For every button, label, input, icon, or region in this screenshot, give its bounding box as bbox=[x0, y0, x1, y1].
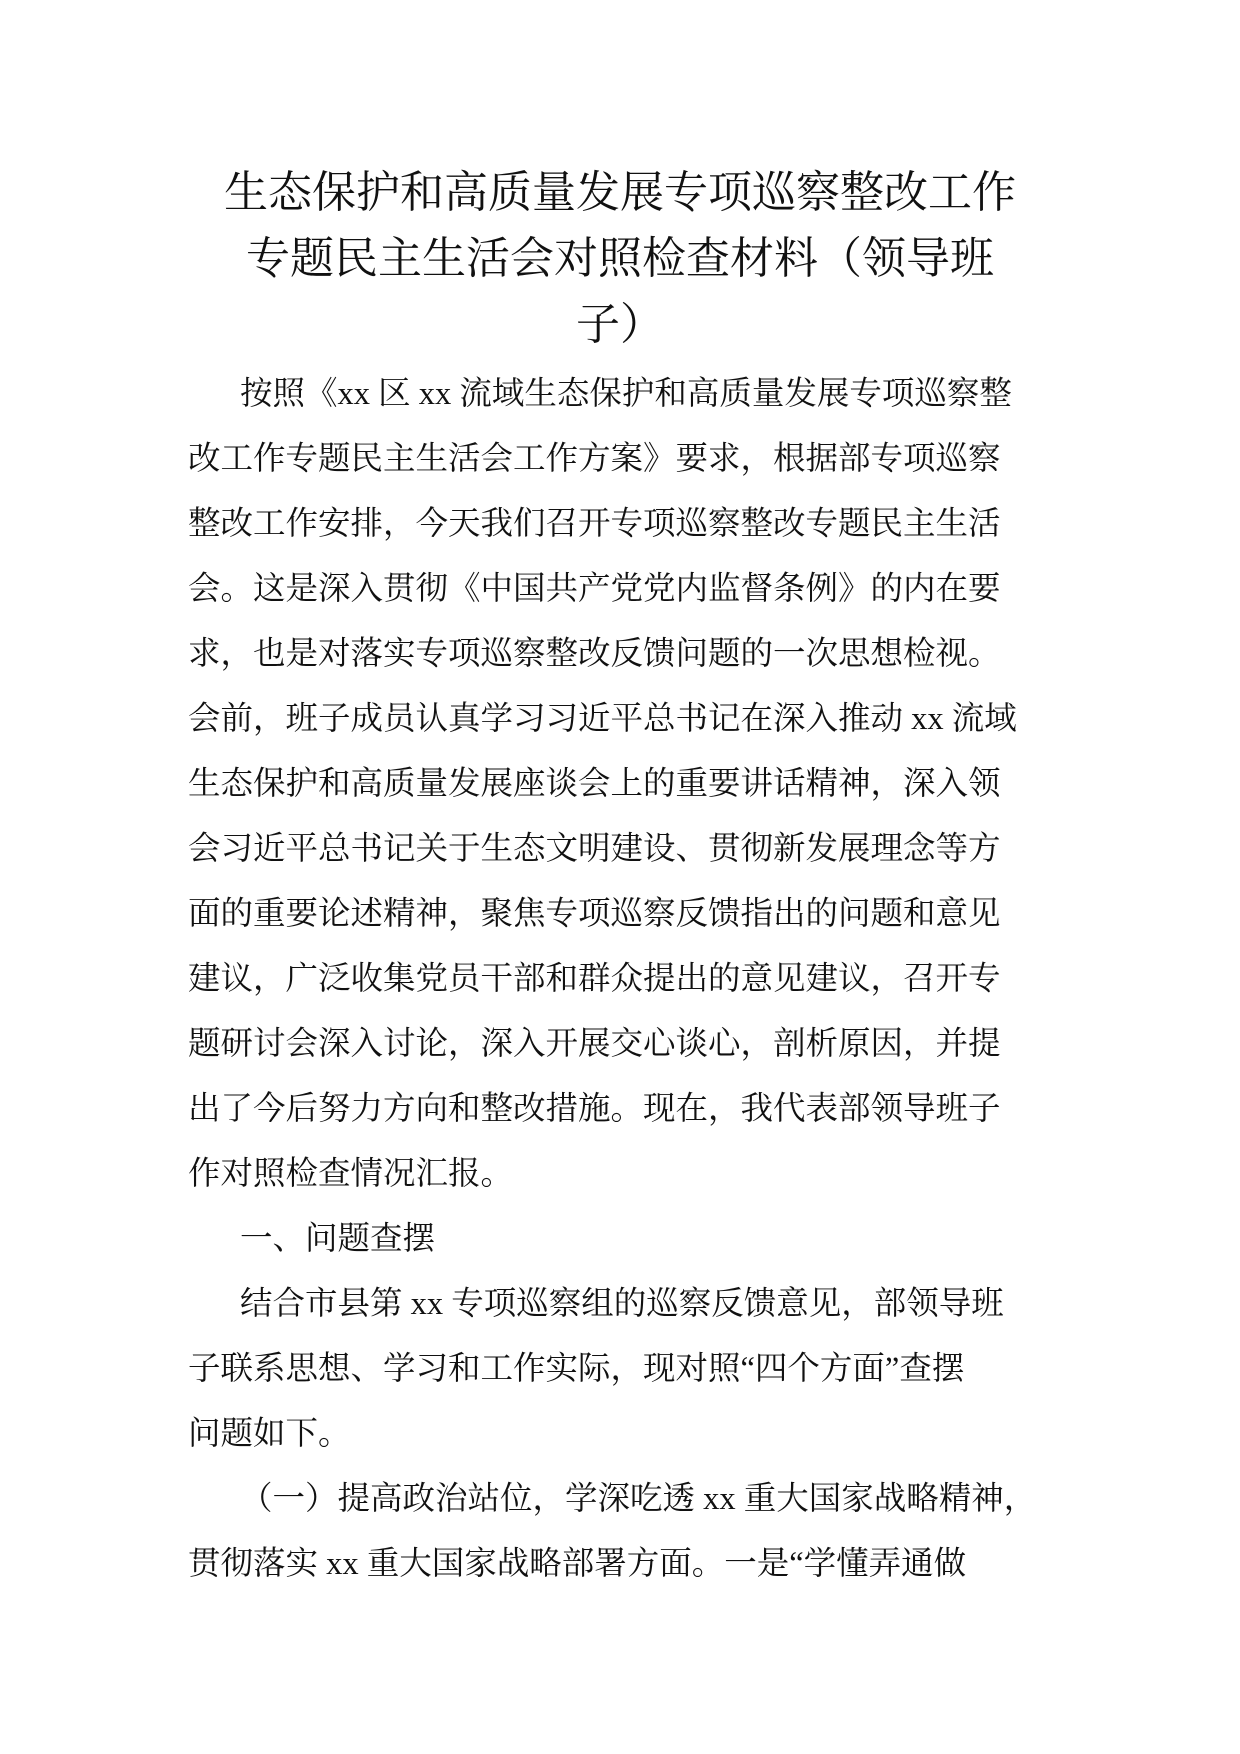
paragraph-subsection-1 bbox=[188, 1467, 1058, 1597]
title-line-2: 专题民主生活会对照检查材料（领导班 bbox=[246, 233, 994, 284]
paragraph-intro bbox=[188, 362, 1058, 1207]
paragraph-section-intro bbox=[188, 1272, 1058, 1467]
paragraph-line: 贯彻落实 xx 重大国家战略部署方面。一是“学懂弄通做 bbox=[188, 1546, 967, 1582]
section-heading: 一、问题查摆 bbox=[240, 1221, 436, 1257]
title-line-1: 生态保护和高质量发展专项巡察整改工作 bbox=[224, 167, 1016, 218]
paragraph-line: 会前，班子成员认真学习习近平总书记在深入推动 xx 流域 bbox=[188, 701, 1017, 737]
paragraph-line: 建议，广泛收集党员干部和群众提出的意见建议，召开专 bbox=[188, 961, 1001, 997]
paragraph-line: 作对照检查情况汇报。 bbox=[188, 1156, 514, 1192]
paragraph-line: 会习近平总书记关于生态文明建设、贯彻新发展理念等方 bbox=[188, 831, 1001, 867]
title-line-3: 子） bbox=[576, 299, 664, 350]
paragraph-line: 题研讨会深入讨论，深入开展交心谈心，剖析原因，并提 bbox=[188, 1026, 1001, 1062]
paragraph-line: 生态保护和高质量发展座谈会上的重要讲话精神，深入领 bbox=[188, 766, 1001, 802]
paragraph-line: 子联系思想、学习和工作实际，现对照“四个方面”查摆 bbox=[188, 1351, 965, 1387]
paragraph-line: 出了今后努力方向和整改措施。现在，我代表部领导班子 bbox=[188, 1091, 1001, 1127]
paragraph-line: 面的重要论述精神，聚焦专项巡察反馈指出的问题和意见 bbox=[188, 896, 1001, 932]
paragraph-line: 改工作专题民主生活会工作方案》要求，根据部专项巡察 bbox=[188, 441, 1001, 477]
document-title bbox=[180, 160, 1060, 358]
paragraph-line: 按照《xx 区 xx 流域生态保护和高质量发展专项巡察整 bbox=[240, 376, 1012, 412]
paragraph-line: （一）提高政治站位，学深吃透 xx 重大国家战略精神， bbox=[240, 1481, 1037, 1517]
paragraph-line: 问题如下。 bbox=[188, 1416, 351, 1452]
document-body bbox=[188, 362, 1058, 1597]
paragraph-line: 整改工作安排，今天我们召开专项巡察整改专题民主生活 bbox=[188, 506, 1001, 542]
paragraph-line: 求，也是对落实专项巡察整改反馈问题的一次思想检视。 bbox=[188, 636, 1001, 672]
paragraph-line: 会。这是深入贯彻《中国共产党党内监督条例》的内在要 bbox=[188, 571, 1001, 607]
paragraph-line: 结合市县第 xx 专项巡察组的巡察反馈意见，部领导班 bbox=[240, 1286, 1004, 1322]
